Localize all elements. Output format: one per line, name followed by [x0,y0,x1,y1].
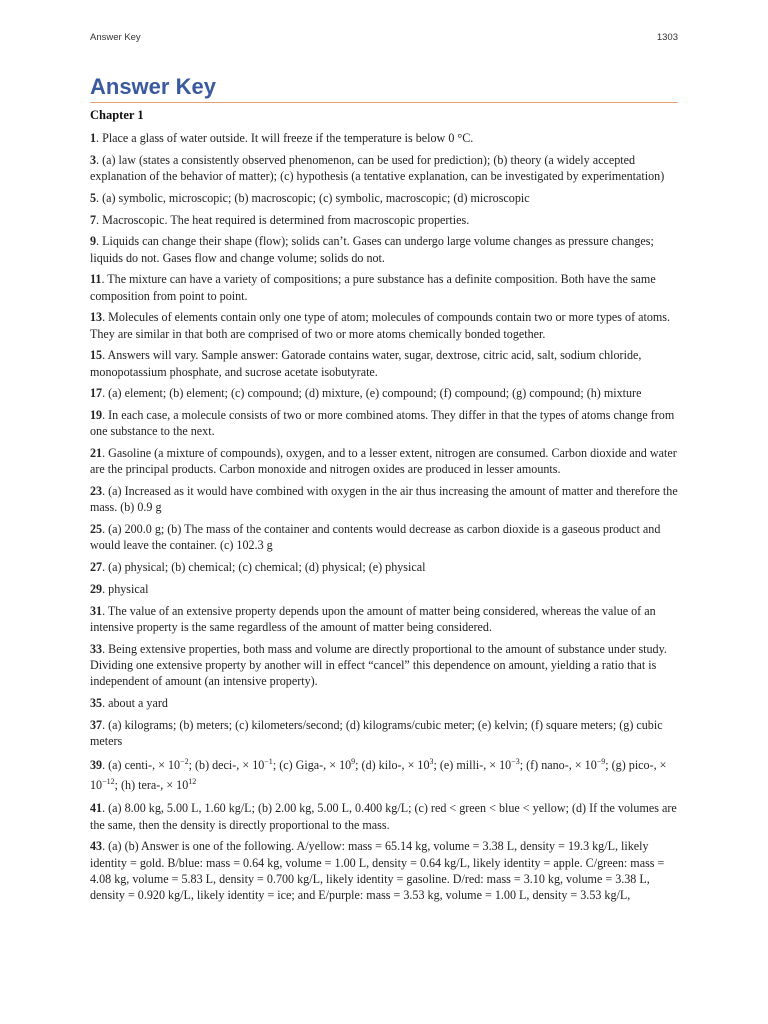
answer-text: . (a) law (states a consistently observed phenomenon, can be used for prediction); (b) theory (a widely accepted explanation of the behavior of matter); (c) hypothesis (a tentative explanation, can be investigated by experimentation) [90,152,665,183]
exponent: −9 [596,756,606,766]
answer-item-13 [90,309,680,341]
answer-number: 43 [90,839,103,854]
answer-text: ; (d) kilo-, × 10 [355,757,430,772]
answer-item-19 [90,407,680,439]
answer-item-7 [90,212,680,228]
page-title: Answer Key [90,74,678,103]
exponent: 3 [429,756,434,766]
answer-item-35 [90,695,680,711]
answers-after [90,800,680,903]
answer-number: 37 [90,717,103,732]
answer-item-43 [90,838,680,903]
answer-item-21 [90,445,680,477]
answer-item-31 [90,603,680,635]
answer-text: ; (c) Giga-, × 10 [272,757,352,772]
answer-text: . Answers will vary. Sample answer: Gatorade contains water, sugar, dextrose, citric acid, salt, sodium chloride, monopotassium phosphate, and sucrose acetate isobutyrate. [90,348,642,379]
answer-number: 41 [90,801,103,816]
exponent: 12 [188,776,197,786]
page-number: 1303 [656,32,678,43]
exponent: −2 [180,756,189,766]
exponent: 9 [351,756,356,766]
answer-number: 33 [90,641,103,656]
answer-text: . (a) physical; (b) chemical; (c) chemical; (d) physical; (e) physical [102,560,426,575]
header-section-title: Answer Key [90,32,141,43]
answer-number: 1 [90,131,97,145]
answer-number: 25 [90,522,103,537]
answer-number: 15 [90,348,103,363]
answer-number: 11 [90,272,102,287]
answer-text: ; (e) milli-, × 10 [433,757,512,772]
answer-text: . (a) symbolic, microscopic; (b) macroscopic; (c) symbolic, macroscopic; (d) microscopic [96,190,530,205]
answer-number: 29 [90,581,103,596]
answer-text: . (a) element; (b) element; (c) compound; (d) mixture, (e) compound; (f) compound; (g) compound; (h) mixture [102,386,642,401]
answer-item-9 [90,233,680,265]
answer-text: . about a yard [102,695,168,710]
answer-item-15 [90,347,680,379]
answer-text: . Being extensive properties, both mass and volume are directly proportional to the amount of substance under study. Dividing one extensive property by another will in effect “cancel” this dependence on amount, yielding a ratio that is independent of amount (an intensive property). [90,641,667,689]
answer-text: . Macroscopic. The heat required is determined from macroscopic properties. [96,212,470,227]
answer-item-41 [90,800,680,832]
answer-text: ; (f) nano-, × 10 [519,757,597,772]
answer-list [90,130,680,909]
answer-text: . Liquids can change their shape (flow); solids can’t. Gases can undergo large volume changes as pressure changes; liquids do not. Gases flow and change volume; solids do not. [90,234,654,265]
answer-number: 39 [90,757,103,772]
answer-text: . In each case, a molecule consists of two or more combined atoms. They differ in that the types of atoms change from one substance to the next. [90,408,675,439]
answer-item-39 [90,755,680,795]
answer-number: 13 [90,310,103,325]
answer-text: . The mixture can have a variety of compositions; a pure substance has a definite composition. Both have the same composition from point to point. [90,272,656,303]
answer-text: . (a) centi-, × 10 [102,757,181,772]
answer-item-5 [90,190,680,206]
chapter-heading: Chapter 1 [90,108,144,122]
answer-number: 31 [90,603,103,618]
answer-number: 23 [90,484,103,499]
answer-number: 7 [90,212,97,227]
answer-number: 5 [90,190,97,205]
answer-number: 17 [90,386,103,401]
exponent: −1 [264,756,273,766]
answer-text: . physical [102,581,149,596]
answer-text: . Molecules of elements contain only one type of atom; molecules of compounds contain two or more types of atoms. They are similar in that both are comprised of two or more atoms chemically bonded together. [90,310,671,341]
answer-text: ; (h) tera-, × 10 [114,777,189,792]
answer-text: . Place a glass of water outside. It will freeze if the temperature is below 0 °C. [96,131,474,145]
answer-item-17 [90,385,680,401]
answer-item-33 [90,641,680,690]
answer-text: . Gasoline (a mixture of compounds), oxygen, and to a lesser extent, nitrogen are consumed. Carbon dioxide and water are the principal products. Carbon monoxide and nitrogen oxides are produced in lesser amounts. [90,446,677,477]
answer-item-37 [90,717,680,749]
answer-item-23 [90,483,680,515]
answer-item-25 [90,521,680,553]
answer-item-11 [90,271,680,303]
answer-number: 3 [90,152,97,167]
answer-number: 9 [90,234,97,249]
answer-item-27 [90,559,680,575]
answer-text: . (a) (b) Answer is one of the following. A/yellow: mass = 65.14 kg, volume = 3.38 L, density = 19.3 kg/L, likely identity = gold. B/blue: mass = 0.64 kg, volume = 1.00 L, density = 0.64 kg/L, likely identity = apple. C/green: mass = 4.08 kg, volume = 5.83 L, density = 0.700 kg/L, likely identity = gasoline. D/red: mass = 3.10 kg, volume = 3.38 L, density = 0.920 kg/L, likely identity = ice; and E/purple: mass = 3.53 kg, volume = 1.00 L, density = 3.53 kg/L, [90,839,665,902]
answer-number: 35 [90,695,103,710]
answer-text: ; (b) deci-, × 10 [188,757,265,772]
answer-number: 27 [90,560,103,575]
answer-text: . (a) Increased as it would have combined with oxygen in the air thus increasing the amount of matter and therefore the mass. (b) 0.9 g [90,484,678,515]
answer-text: . The value of an extensive property depends upon the amount of matter being considered, whereas the value of an intensive property is the same regardless of the amount of matter being considered. [90,603,656,634]
answer-item-1 [90,130,680,146]
answer-text: . (a) 200.0 g; (b) The mass of the container and contents would decrease as carbon dioxide is a gaseous product and would leave the container. (c) 102.3 g [90,522,661,553]
exponent: −3 [511,756,520,766]
running-header [90,32,678,43]
answer-number: 21 [90,446,103,461]
answers-main [90,130,680,749]
exponent: −12 [102,776,115,786]
answer-text: ; (g) pico-, × 10 [90,757,667,792]
answer-text: . (a) kilograms; (b) meters; (c) kilometers/second; (d) kilograms/cubic meter; (e) kelvin; (f) square meters; (g) cubic meters [90,717,663,748]
answer-item-29 [90,581,680,597]
answer-text: . (a) 8.00 kg, 5.00 L, 1.60 kg/L; (b) 2.00 kg, 5.00 L, 0.400 kg/L; (c) red < green < blue < yellow; (d) If the volumes are the same, then the density is directly proportional to the mass. [90,801,677,832]
answer-number: 19 [90,408,103,423]
answer-item-3 [90,152,680,184]
